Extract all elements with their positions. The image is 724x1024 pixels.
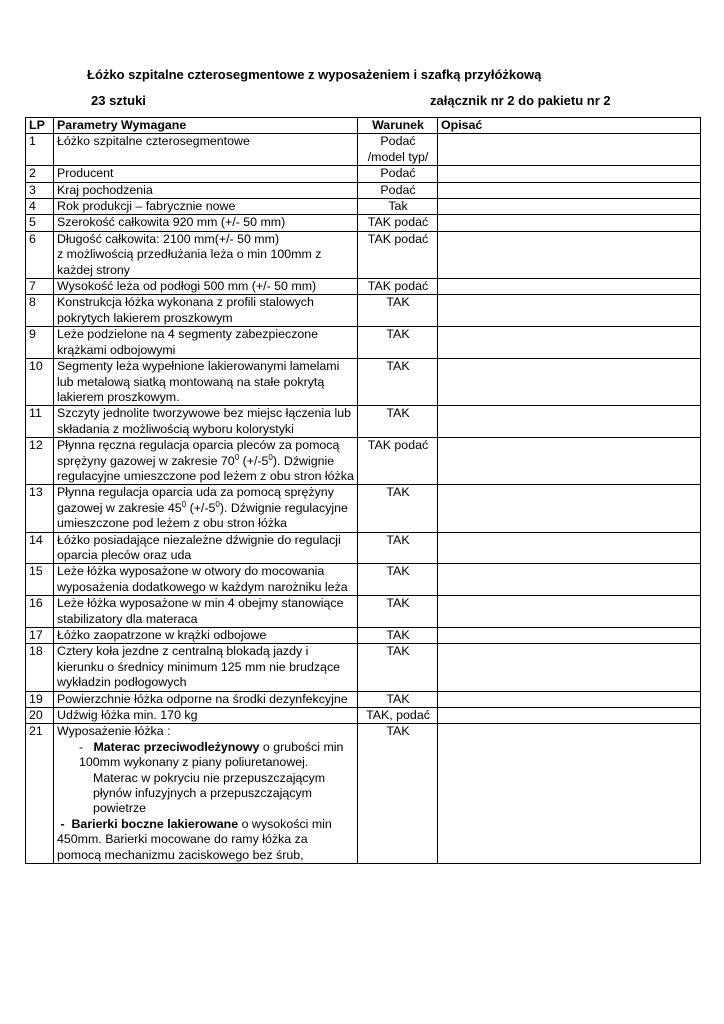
row-lp: 17 <box>26 628 54 644</box>
table-row <box>26 724 701 864</box>
row-lp: 13 <box>26 485 54 532</box>
row-param: Łóżko zaopatrzone w krążki odbojowe <box>54 628 358 644</box>
row-lp: 11 <box>26 406 54 438</box>
row-param-text: Płynna regulacja oparcia uda za pomocą sprężyny gazowej w zakresie 45 <box>57 485 334 515</box>
table-row <box>26 279 701 295</box>
table-row <box>26 231 701 278</box>
row-param: Wysokość leża od podłogi 500 mm (+/- 50 mm) <box>54 279 358 295</box>
row-desc-cell[interactable] <box>438 406 701 438</box>
row-desc-cell[interactable] <box>438 295 701 327</box>
table-row <box>26 691 701 707</box>
row-desc-cell[interactable] <box>438 628 701 644</box>
row-desc-cell[interactable] <box>438 182 701 198</box>
row-param: Rok produkcji – fabrycznie nowe <box>54 199 358 215</box>
row-cond: TAK <box>358 532 438 564</box>
row-cond: TAK <box>358 724 438 864</box>
row-param-line: z możliwością przedłużania leża o min 100mm z każdej strony <box>57 247 322 277</box>
row-param <box>54 485 358 532</box>
row-cond: TAK, podać <box>358 708 438 724</box>
table-row <box>26 199 701 215</box>
row-param: Leże łóżka wyposażone w otwory do mocowania wyposażenia dodatkowego w każdym narożniku leża <box>54 564 358 596</box>
row-lp: 6 <box>26 231 54 278</box>
row-lp: 3 <box>26 182 54 198</box>
row-cond: TAK <box>358 295 438 327</box>
row-desc-cell[interactable] <box>438 327 701 359</box>
row-param: Leże podzielone na 4 segmenty zabezpieczone krążkami odbojowymi <box>54 327 358 359</box>
row-cond: TAK <box>358 564 438 596</box>
table-row <box>26 708 701 724</box>
row-cond: Podać <box>358 182 438 198</box>
col-param-header: Parametry Wymagane <box>54 118 358 134</box>
row-param-text: Płynna ręczna regulacja oparcia pleców za pomocą sprężyny gazowej w zakresie 70 <box>57 438 340 468</box>
table-row <box>26 628 701 644</box>
bullet-dash: - <box>79 739 84 754</box>
row-lp: 8 <box>26 295 54 327</box>
row-desc-cell[interactable] <box>438 199 701 215</box>
row-param: Szczyty jednolite tworzywowe bez miejsc łączenia lub składania z możliwością wyboru kolorystyki <box>54 406 358 438</box>
row-cond: TAK <box>358 406 438 438</box>
row-param-text: ). Dźwignie regulacyjne umieszczone pod leżem z obu stron łóżka <box>57 453 354 483</box>
row-cond: TAK <box>358 628 438 644</box>
row-lp: 5 <box>26 215 54 231</box>
barriers-item <box>57 817 355 863</box>
degree-superscript: 0 <box>181 499 187 509</box>
row-lp: 2 <box>26 166 54 182</box>
barriers-title: Barierki boczne lakierowane <box>71 816 239 831</box>
row-lp: 9 <box>26 327 54 359</box>
row-desc-cell[interactable] <box>438 166 701 182</box>
row-cond: TAK podać <box>358 438 438 485</box>
table-row <box>26 644 701 691</box>
row-lp: 18 <box>26 644 54 691</box>
row-param: Udźwig łóżka min. 170 kg <box>54 708 358 724</box>
row-param: Leże łóżka wyposażone w min 4 obejmy stanowiące stabilizatory dla materaca <box>54 596 358 628</box>
row-desc-cell[interactable] <box>438 564 701 596</box>
table-row <box>26 438 701 485</box>
document-title: Łóżko szpitalne czterosegmentowe z wyposażeniem i szafką przyłóżkową <box>87 67 542 82</box>
row-lp: 20 <box>26 708 54 724</box>
row-cond: Podać /model typ/ <box>358 134 438 166</box>
mattress-text: o grubości min 100mm wykonany z piany poliuretanowej. <box>79 739 344 770</box>
col-desc-header: Opisać <box>438 118 701 134</box>
row-cond: Tak <box>358 199 438 215</box>
row-lp: 4 <box>26 199 54 215</box>
row-param-text: (+/-5 <box>239 453 269 468</box>
table-header-row <box>26 118 701 134</box>
table-row <box>26 485 701 532</box>
row-lp: 21 <box>26 724 54 864</box>
row-cond: Podać <box>358 166 438 182</box>
equipment-intro: Wyposażenie łóżka : <box>57 724 171 739</box>
row-cond: TAK podać <box>358 231 438 278</box>
degree-superscript: 0 <box>215 499 220 509</box>
table-row <box>26 166 701 182</box>
degree-superscript: 0 <box>234 452 240 462</box>
row-param: Cztery koła jezdne z centralną blokadą jazdy i kierunku o średnicy minimum 125 mm nie brudzące wykładzin podłogowych <box>54 644 358 691</box>
row-cond: TAK podać <box>358 215 438 231</box>
row-cond: TAK <box>358 327 438 359</box>
row-lp: 7 <box>26 279 54 295</box>
row-desc-cell[interactable] <box>438 644 701 691</box>
row-cond: TAK <box>358 485 438 532</box>
row-cond: TAK <box>358 596 438 628</box>
row-desc-cell[interactable] <box>438 279 701 295</box>
row-desc-cell[interactable] <box>438 724 701 864</box>
row-desc-cell[interactable] <box>438 359 701 406</box>
row-param: Producent <box>54 166 358 182</box>
table-row <box>26 182 701 198</box>
row-cond: TAK podać <box>358 279 438 295</box>
col-cond-header: Warunek <box>358 118 438 134</box>
table-row <box>26 596 701 628</box>
row-param: Szerokość całkowita 920 mm (+/- 50 mm) <box>54 215 358 231</box>
row-param: Konstrukcja łóżka wykonana z profili stalowych pokrytych lakierem proszkowym <box>54 295 358 327</box>
row-param: Łóżko posiadające niezależne dźwignie do regulacji oparcia pleców oraz uda <box>54 532 358 564</box>
mattress-more: Materac w pokryciu nie przepuszczającym płynów infuzyjnych a przepuszczającym powietrze <box>93 770 326 816</box>
table-row <box>26 215 701 231</box>
row-param-text: ). Dźwignie regulacyjne umieszczone pod leżem z obu stron łóżka <box>57 500 348 531</box>
quantity-label: 23 sztuki <box>91 93 146 108</box>
table-row <box>26 134 701 166</box>
row-param <box>54 724 358 864</box>
row-lp: 14 <box>26 532 54 564</box>
degree-superscript: 0 <box>268 452 273 462</box>
row-lp: 10 <box>26 359 54 406</box>
row-param <box>54 231 358 278</box>
row-lp: 16 <box>26 596 54 628</box>
row-param: Segmenty leża wypełnione lakierowanymi lamelami lub metalową siatką montowaną na stałe pokrytą lakierem proszkowym. <box>54 359 358 406</box>
table-row <box>26 532 701 564</box>
row-param <box>54 438 358 485</box>
table-row <box>26 564 701 596</box>
requirements-table <box>25 117 701 864</box>
mattress-item <box>57 740 355 771</box>
row-desc-cell[interactable] <box>438 215 701 231</box>
attachment-label: załącznik nr 2 do pakietu nr 2 <box>430 93 611 108</box>
row-lp: 15 <box>26 564 54 596</box>
row-lp: 12 <box>26 438 54 485</box>
table-row <box>26 406 701 438</box>
bullet-dash: - <box>60 816 65 831</box>
row-desc-cell[interactable] <box>438 708 701 724</box>
table-row <box>26 295 701 327</box>
row-desc-cell[interactable] <box>438 134 701 166</box>
row-cond: TAK <box>358 359 438 406</box>
table-row <box>26 359 701 406</box>
row-param: Łóżko szpitalne czterosegmentowe <box>54 134 358 166</box>
row-cond: TAK <box>358 691 438 707</box>
row-desc-cell[interactable] <box>438 231 701 278</box>
row-desc-cell[interactable] <box>438 691 701 707</box>
mattress-title: Materac przeciwodleżynowy <box>93 739 260 754</box>
row-param: Kraj pochodzenia <box>54 182 358 198</box>
row-lp: 1 <box>26 134 54 166</box>
row-lp: 19 <box>26 691 54 707</box>
row-desc-cell[interactable] <box>438 485 701 532</box>
table-row <box>26 327 701 359</box>
row-param: Powierzchnie łóżka odporne na środki dezynfekcyjne <box>54 691 358 707</box>
row-desc-cell[interactable] <box>438 438 701 485</box>
row-param-line: Długość całkowita: 2100 mm(+/- 50 mm) <box>57 231 280 246</box>
row-cond: TAK <box>358 644 438 691</box>
col-lp-header: LP <box>26 118 54 134</box>
row-param-text: (+/-5 <box>186 500 216 515</box>
row-desc-cell[interactable] <box>438 596 701 628</box>
barriers-text: o wysokości min 450mm. Barierki mocowane do ramy łóżka za pomocą mechanizmu zaciskowego bez śrub, <box>57 816 332 862</box>
row-desc-cell[interactable] <box>438 532 701 564</box>
